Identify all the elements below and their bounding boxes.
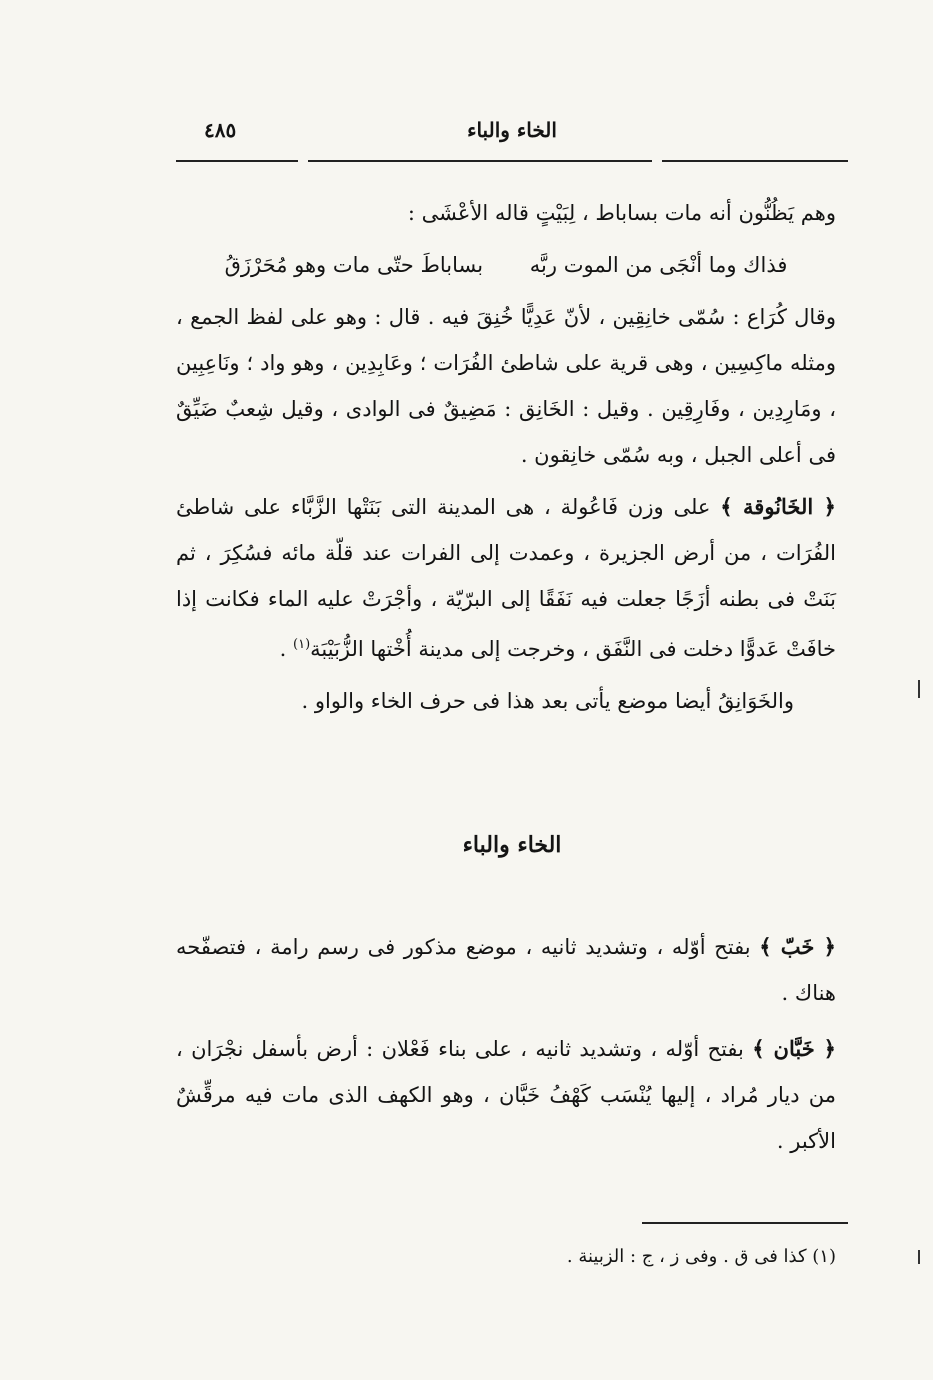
verse-hemistich-2: بساباطَ حتّى مات وهو مُحَرْزَقُ: [224, 253, 484, 277]
entry-headword: ﴿ خَبَّان ﴾: [752, 1036, 836, 1061]
verse-hemistich-1: فذاك وما أنْجَى من الموت ربَّه: [529, 253, 788, 277]
footnote: (١) كذا فى ق . وفى ز ، ج : الزبينة .: [566, 1246, 836, 1267]
footnote-ref: (١): [293, 637, 311, 652]
running-header: [176, 112, 848, 152]
entry-khabban: [176, 1026, 836, 1164]
entry-end: .: [279, 637, 294, 661]
page-number: ٤٨٥: [204, 118, 237, 142]
rule-gap: [652, 159, 662, 164]
margin-mark: [918, 680, 920, 698]
entry-khanuqa: [176, 484, 836, 672]
entry-khabb: [176, 924, 836, 1016]
poetry-verse: [176, 242, 836, 288]
section-heading: الخاء والباء: [462, 832, 562, 858]
section-khaa-nun-text: [176, 190, 836, 724]
paragraph: وهم يَظُنُّون أنه مات بساباط ، لِبَيْتٍ قاله الأعْشَى :: [407, 201, 836, 225]
entry-headword: ﴿ الخَانُوقة ﴾: [720, 494, 836, 519]
section-khaa-baa-text: [176, 924, 836, 1164]
entry-body: بفتح أوّله ، وتشديد ثانيه ، على بناء فَعْلان : أرض بأسفل نجْرَان ، من ديار مُراد ، إليها يُنْسَب كَهْفُ خَبَّان ، وهو الكهف الذى مات فيه مرقِّشٌ الأكبر .: [176, 1037, 836, 1153]
paragraph: والخَوَانِقُ أيضا موضع يأتى بعد هذا فى حرف الخاء والواو .: [301, 689, 794, 713]
running-title: الخاء والباء: [467, 118, 557, 142]
paragraph: وقال كُرَاع : سُمّى خانِقِين ، لأنّ عَدِيًّا خُنِقَ فيه . قال : وهو على لفظ الجمع ، ومثله ماكِسِين ، وهى قرية على شاطئ الفُرَات ؛ وعَابِدِين ، وهو واد ؛ ونَاعِبِين ، ومَارِدِين ، وفَارِقِين . وقيل : الخَانِق : مَضِيقٌ فى الوادى ، وقيل شِعبٌ ضَيِّقٌ فى أعلى الجبل ، وبه سُمّى خانِقون .: [176, 305, 836, 467]
header-rule: [176, 160, 848, 162]
footnote-rule: [642, 1222, 848, 1224]
entry-body: بفتح أوّله ، وتشديد ثانيه ، موضع مذكور فى رسم رامة ، فتصفّحه هناك .: [176, 935, 836, 1005]
rule-gap: [298, 159, 308, 164]
margin-mark: [918, 1250, 920, 1264]
entry-headword: ﴿ خَبّ ﴾: [759, 934, 836, 959]
entry-body: على وزن فَاعُولة ، هى المدينة التى بَنَتْها الزَّبَّاء على شاطئ الفُرَات ، من أرض الجزيرة ، وعمدت إلى الفرات عند قلّة مائه فسُكِرَ ، ثم بَنَتْ فى بطنه أزَجًا جعلت فيه نَفَقًا إلى البرّيّة ، وأجْرَتْ عليه الماء فكانت إذا خافَتْ عَدوًّا دخلت فى النَّفَق ، وخرجت إلى مدينة أُخْتها الزُّبَيْبَة: [176, 495, 836, 661]
